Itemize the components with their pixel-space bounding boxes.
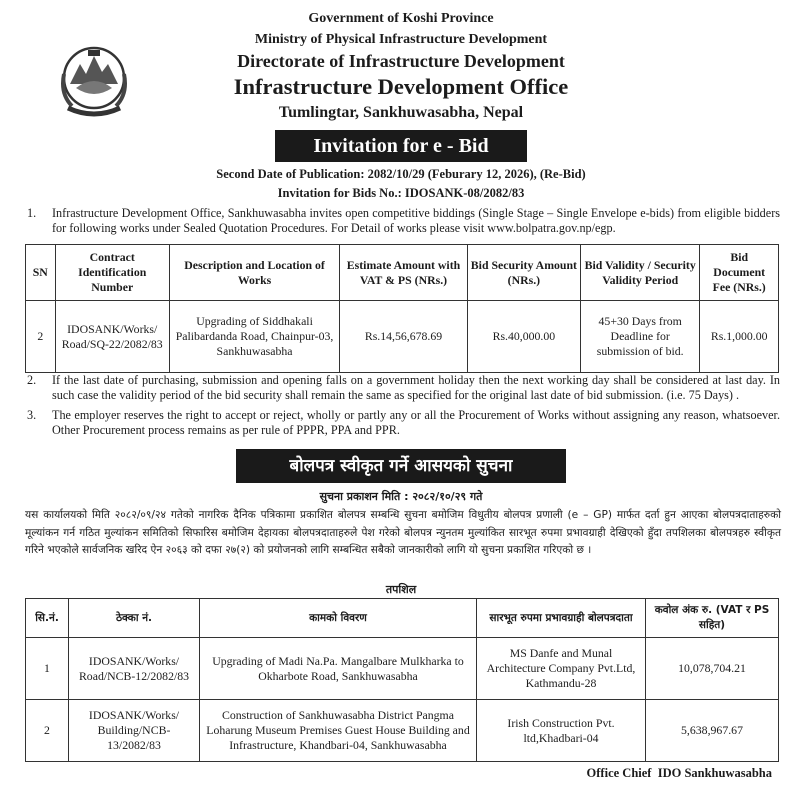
table-cell: Upgrading of Madi Na.Pa. Mangalbare Mulkharka to Okharbote Road, Sankhuwasabha (200, 638, 477, 700)
table-cell: Irish Construction Pvt. ltd,Khadbari-04 (477, 700, 646, 762)
table-cell: Construction of Sankhuwasabha District Pangma Loharung Museum Premises Guest House Building and Infrastructure, Khandbari-04, Sankhuwasabha (200, 700, 477, 762)
banner-invitation: Invitation for e - Bid (275, 130, 527, 162)
table-cell: Rs.1,000.00 (700, 301, 779, 373)
table-cell: IDOSANK/Works/ Road/NCB-12/2082/83 (69, 638, 200, 700)
table-row (26, 700, 779, 762)
table-cell: Rs.40,000.00 (467, 301, 580, 373)
paragraph-3: The employer reserves the right to accept or reject, wholly or partly any or all the Procurement of Works without assigning any reason, whatsoever. Other Procurement process remains as per rule of PPPR, PPA and PPR. (52, 408, 780, 438)
schedule-label: तपशिल (385, 583, 417, 596)
table-cell: 5,638,967.67 (646, 700, 779, 762)
header-ministry: Ministry of Physical Infrastructure Development (254, 32, 548, 47)
award-table (25, 598, 779, 762)
header-directorate: Directorate of Infrastructure Development (237, 51, 565, 71)
item-number: 3. (27, 408, 37, 422)
item-number: 1. (27, 206, 37, 220)
signature-footer: Office Chief IDO Sankhuwasabha (586, 766, 772, 780)
header-government: Government of Koshi Province (308, 11, 494, 26)
table-header: Estimate Amount with VAT & PS (NRs.) (340, 245, 468, 301)
table-cell: Rs.14,56,678.69 (340, 301, 468, 373)
table-cell: 2 (26, 301, 56, 373)
table-header: सि.नं. (26, 599, 69, 638)
table-header: SN (26, 245, 56, 301)
publication-date: Second Date of Publication: 2082/10/29 (Feburary 12, 2026), (Re-Bid) (216, 167, 586, 181)
table-cell: IDOSANK/Works/ Building/NCB-13/2082/83 (69, 700, 200, 762)
table-cell: MS Danfe and Munal Architecture Company Pvt.Ltd, Kathmandu-28 (477, 638, 646, 700)
paragraph-2: If the last date of purchasing, submission and opening falls on a government holiday then the next working day shall be considered at last day. In such case the validity period of the bid security shall remain the same as specified for the original last date of bid submission. (i.e. 75 Days) . (52, 373, 780, 403)
invitation-number: Invitation for Bids No.: IDOSANK-08/2082/83 (277, 186, 525, 200)
table-cell: 10,078,704.21 (646, 638, 779, 700)
table-header: सारभूत रुपमा प्रभावग्राही बोलपत्रदाता (477, 599, 646, 638)
bid-table (25, 244, 779, 373)
table-cell: IDOSANK/Works/ Road/SQ-22/2082/83 (55, 301, 169, 373)
table-header: Bid Document Fee (NRs.) (700, 245, 779, 301)
header-office: Infrastructure Development Office (233, 74, 569, 99)
table-header: कवोल अंक रु. (VAT र PS सहित) (646, 599, 779, 638)
banner-nepali-notice: बोलपत्र स्वीकृत गर्ने आसयको सुचना (236, 449, 566, 483)
table-header: Bid Security Amount (NRs.) (467, 245, 580, 301)
table-header: Description and Location of Works (169, 245, 339, 301)
notice-publication-date: सुचना प्रकाशन मिति : २०८२/१०/२९ गते (319, 490, 483, 503)
table-cell: 1 (26, 638, 69, 700)
table-header: कामको विवरण (200, 599, 477, 638)
table-row (26, 638, 779, 700)
table-header: Contract Identification Number (55, 245, 169, 301)
notice-paragraph: यस कार्यालयको मिति २०८२/०९/२४ गतेको नागरिक दैनिक पत्रिकामा प्रकाशित बोलपत्र सम्बन्धि सुचना बमोजिम विधुतीय बोलपत्र प्रणाली (e – GP) मार्फत दर्ता हुन आएका बोलपत्रदाताहरुको मूल्यांकन गर्न गठित मुल्यांकन समितिको सिफारिस बमोजिम देहायका बोलपत्रदाताहरुले पेश गरेको बोलपत्र न्युनतम मुल्यांकित सारभूत रुपमा प्रभावग्राही देखिएको हुँदा तपशिलका बोलपत्रहरु स्वीकृत गरिने भएकोले सार्वजनिक खरिद ऐन २०६३ को दफा २७(२) को प्रयोजनको लागि सम्बन्धित सबैको जानकारीको लागि यो सुचना प्रकाशित गरिएको छ । (25, 509, 781, 556)
paragraph-1: Infrastructure Development Office, Sankhuwasabha invites open competitive biddings (Single Stage – Single Envelope e-bids) from eligible bidders for following works under Sealed Quotation Procedures. For Detail of works please visit www.bolpatra.gov.np/egp. (52, 206, 780, 236)
item-number: 2. (27, 373, 37, 387)
table-cell: 45+30 Days from Deadline for submission of bid. (581, 301, 700, 373)
table-cell: 2 (26, 700, 69, 762)
table-header: Bid Validity / Security Validity Period (581, 245, 700, 301)
header-address: Tumlingtar, Sankhuwasabha, Nepal (278, 104, 524, 121)
table-cell: Upgrading of Siddhakali Palibardanda Road, Chainpur-03, Sankhuwasabha (169, 301, 339, 373)
table-row (26, 301, 779, 373)
table-header: ठेक्का नं. (69, 599, 200, 638)
